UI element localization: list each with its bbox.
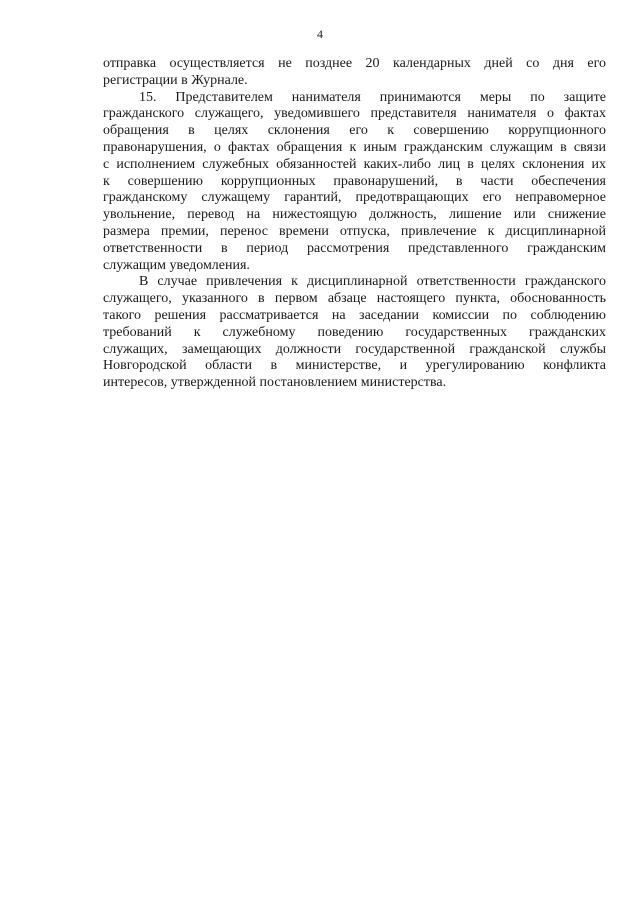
- paragraph-line: увольнение, перевод на нижестоящую должность, лишение или снижение: [103, 207, 606, 223]
- paragraph-line: такого решения рассматривается на заседании комиссии по соблюдению: [103, 307, 606, 323]
- paragraph-line: размера премии, перенос времени отпуска, привлечение к дисциплинарной: [103, 223, 606, 239]
- paragraph-1: [103, 56, 606, 90]
- paragraph-line: требований к служебному поведению государственных гражданских: [103, 324, 606, 340]
- paragraph-2: [103, 90, 606, 275]
- paragraph-line: 15. Представителем нанимателя принимаются меры по защите: [139, 89, 606, 105]
- paragraph-line: В случае привлечения к дисциплинарной ответственности гражданского: [139, 274, 606, 290]
- paragraph-line: интересов, утвержденной постановлением министерства.: [103, 375, 447, 391]
- paragraph-line: служащим уведомления.: [103, 257, 250, 273]
- paragraph-line: регистрации в Журнале.: [103, 72, 248, 88]
- paragraph-line: служащего, указанного в первом абзаце настоящего пункта, обоснованность: [103, 291, 606, 307]
- paragraph-line: с исполнением служебных обязанностей каких-либо лиц в целях склонения их: [103, 156, 606, 172]
- paragraph-line: ответственности в период рассмотрения представленного гражданским: [103, 240, 606, 256]
- paragraph-line: обращения в целях склонения его к совершению коррупционного: [103, 123, 606, 139]
- paragraph-line: служащих, замещающих должности государственной гражданской службы: [103, 341, 606, 357]
- paragraph-line: к совершению коррупционных правонарушений, в части обеспечения: [103, 173, 606, 189]
- paragraph-line: отправка осуществляется не позднее 20 календарных дней со дня его: [103, 56, 606, 71]
- paragraph-3: [103, 274, 606, 392]
- paragraph-line: Новгородской области в министерстве, и урегулированию конфликта: [103, 358, 606, 374]
- paragraph-line: правонарушения, о фактах обращения к иным гражданским служащим в связи: [103, 139, 606, 155]
- document-body: [103, 56, 606, 392]
- paragraph-line: гражданскому служащему гарантий, предотвращающих его неправомерное: [103, 190, 606, 206]
- paragraph-line: гражданского служащего, уведомившего представителя нанимателя о фактах: [103, 106, 606, 122]
- page-number: 4: [317, 27, 323, 41]
